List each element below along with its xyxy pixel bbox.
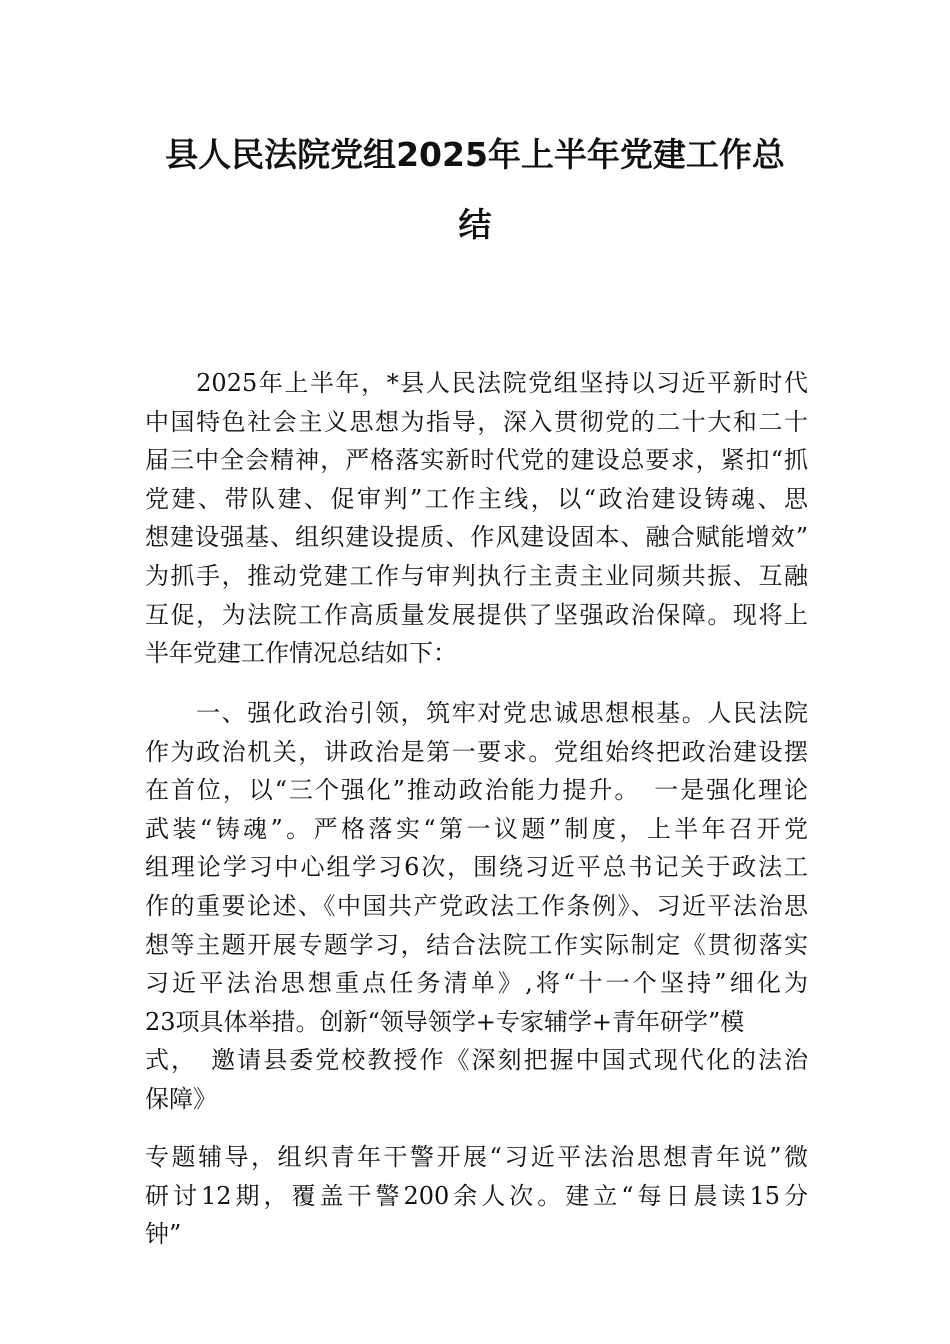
text-line: 想建设强基、组织建设提质、作风建设固本、融合赋能增效” <box>145 523 808 552</box>
text-line: 在首位，以“三个强化”推动政治能力提升。 一是强化理论 <box>145 776 808 805</box>
text-line: 党建、带队建、促审判”工作主线，以“政治建设铸魂、思 <box>145 484 808 513</box>
text-line: 为抓手，推动党建工作与审判执行主责主业同频共振、互融 <box>145 561 808 590</box>
text-line: 专题辅导，组织青年干警开展“习近平法治思想青年说”微 <box>145 1143 808 1171</box>
text-line: 研讨12期，覆盖干警200余人次。建立“每日晨读15分 <box>145 1181 808 1210</box>
paragraph-continued <box>145 1138 808 1254</box>
text-line: 中国特色社会主义思想为指导，深入贯彻党的二十大和二十 <box>145 407 808 436</box>
text-line: 半年党建工作情况总结如下： <box>145 639 457 668</box>
text-line: 式， 邀请县委党校教授作《深刻把握中国式现代化的法治 <box>145 1046 808 1075</box>
document-title-line-2: 结 <box>458 205 492 244</box>
text-line: 届三中全会精神，严格落实新时代党的建设总要求，紧扣“抓 <box>145 446 808 475</box>
text-line: 23项具体举措。创新“领导领学+专家辅学+青年研学”模 <box>145 1007 745 1036</box>
paragraph-intro <box>145 364 808 673</box>
text-line: 作为政治机关，讲政治是第一要求。党组始终把政治建设摆 <box>145 737 808 766</box>
text-line: 作的重要论述、《中国共产党政法工作条例》、习近平法治思 <box>145 891 808 920</box>
paragraph-section-1 <box>145 694 808 1119</box>
text-line: 2025年上半年，*县人民法院党组坚持以习近平新时代 <box>145 369 808 397</box>
text-line: 钟” <box>145 1220 182 1249</box>
text-line: 一、强化政治引领，筑牢对党忠诚思想根基。人民法院 <box>145 699 808 727</box>
text-line: 保障》 <box>145 1084 217 1113</box>
text-line: 互促，为法院工作高质量发展提供了坚强政治保障。现将上 <box>145 600 808 629</box>
text-line: 习近平法治思想重点任务清单》,将“十一个坚持”细化为 <box>145 969 808 998</box>
text-line: 组理论学习中心组学习6次，围绕习近平总书记关于政法工 <box>145 853 808 882</box>
text-line: 想等主题开展专题学习，结合法院工作实际制定《贯彻落实 <box>145 930 808 959</box>
text-line: 武装“铸魂”。严格落实“第一议题”制度，上半年召开党 <box>145 814 808 843</box>
document-title-line-1: 县人民法院党组2025年上半年党建工作总 <box>165 135 785 174</box>
